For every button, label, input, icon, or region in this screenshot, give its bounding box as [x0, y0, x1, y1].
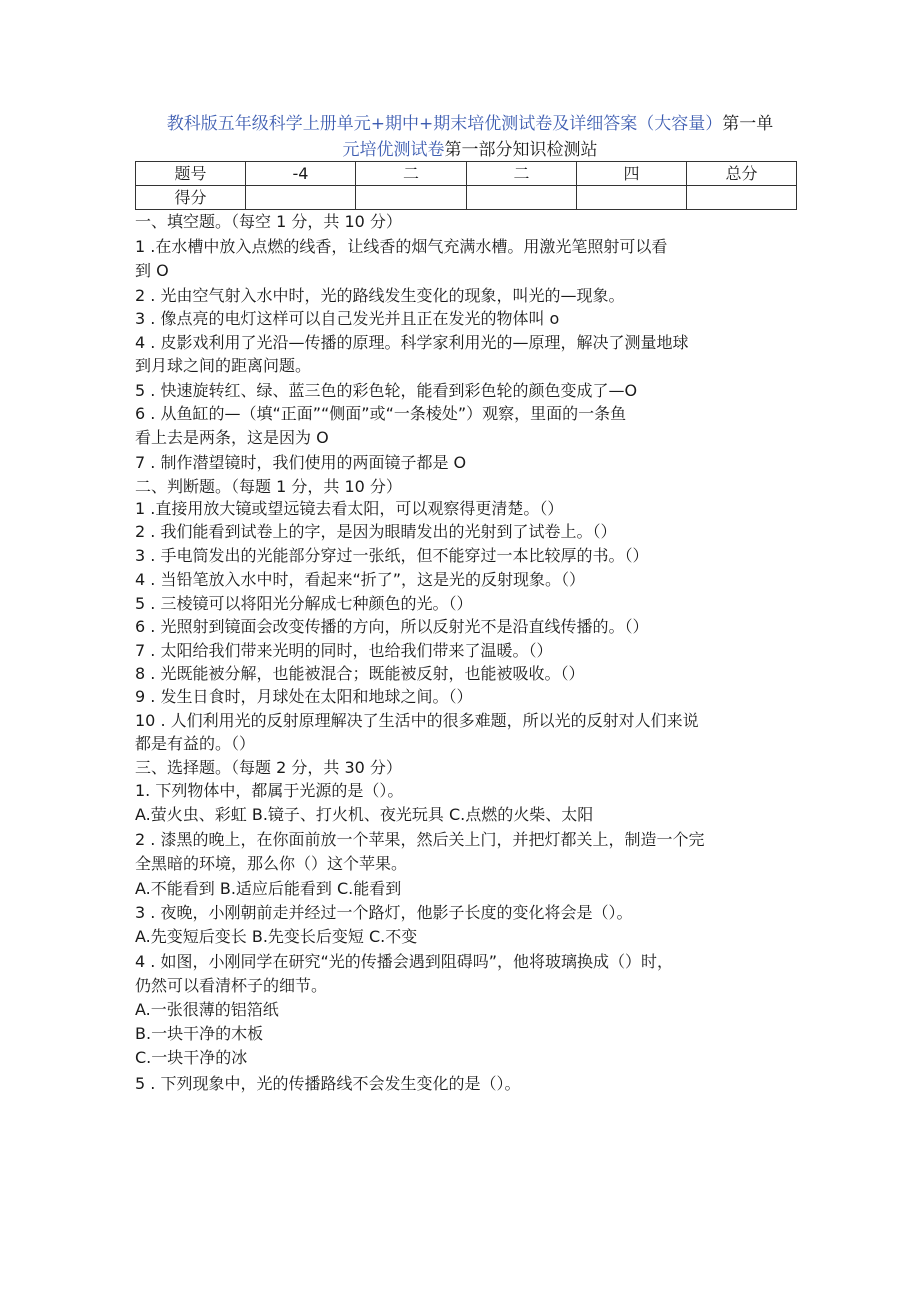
title-black-text-2: 第一部分知识检测站 — [444, 140, 598, 160]
section-heading: 一、填空题。（每空 1 分，共 10 分） — [135, 212, 402, 231]
question-line: A.萤火虫、彩虹 B.镜子、打火机、夜光玩具 C.点燃的火柴、太阳 — [135, 805, 594, 824]
score-table-cell: 题号 — [136, 162, 246, 186]
question-line: 3 . 夜晚，小刚朝前走并经过一个路灯，他影子长度的变化将会是（）。 — [135, 903, 633, 922]
question-line: 8 . 光既能被分解，也能被混合；既能被反射，也能被吸收。（） — [135, 664, 585, 683]
question-line: 6 . 光照射到镜面会改变传播的方向，所以反射光不是沿直线传播的。（） — [135, 617, 649, 636]
score-table-cell: -4 — [246, 162, 356, 186]
question-line: 9 . 发生日食时，月球处在太阳和地球之间。（） — [135, 687, 473, 706]
question-line: C.一块干净的冰 — [135, 1048, 248, 1067]
question-line: 全黑暗的环境，那么你（）这个苹果。 — [135, 854, 408, 873]
score-table-cell: 二 — [467, 162, 577, 186]
question-line: A.不能看到 B.适应后能看到 C.能看到 — [135, 879, 402, 898]
question-line: 4 . 皮影戏利用了光沿—传播的原理。科学家利用光的—原理，解决了测量地球 — [135, 333, 689, 352]
score-table-cell: 得分 — [136, 186, 246, 210]
score-input-cell[interactable] — [687, 186, 797, 210]
question-line: 2 . 光由空气射入水中时，光的路线发生变化的现象，叫光的—现象。 — [135, 286, 625, 305]
question-line: 6 . 从鱼缸的—（填“正面”“侧面”或“一条棱处”）观察，里面的一条鱼 — [135, 404, 627, 423]
question-line: 都是有益的。（） — [135, 734, 256, 753]
question-line: 3 . 手电筒发出的光能部分穿过一张纸，但不能穿过一本比较厚的书。（） — [135, 546, 649, 565]
question-line: 2 . 漆黑的晚上，在你面前放一个苹果，然后关上门，并把灯都关上，制造一个完 — [135, 830, 705, 849]
question-line: B.一块干净的木板 — [135, 1024, 264, 1043]
document-title-line-1 — [120, 112, 820, 136]
score-table-score-row — [136, 186, 797, 210]
question-line: 7 . 太阳给我们带来光明的同时，也给我们带来了温暖。（） — [135, 641, 553, 660]
score-input-cell[interactable] — [246, 186, 356, 210]
question-line: 到 O — [135, 261, 169, 280]
title-blue-text-2: 元培优测试卷 — [342, 140, 445, 160]
score-table-cell: 二 — [356, 162, 467, 186]
question-line: A.先变短后变长 B.先变长后变短 C.不变 — [135, 927, 418, 946]
question-line: 4 . 当铅笔放入水中时，看起来“折了”，这是光的反射现象。（） — [135, 570, 586, 589]
question-line: 5 . 快速旋转红、绿、蓝三色的彩色轮，能看到彩色轮的颜色变成了—O — [135, 381, 638, 400]
document-title-line-2 — [120, 138, 820, 162]
section-heading: 三、选择题。（每题 2 分，共 30 分） — [135, 758, 402, 777]
title-blue-text-1: 教科版五年级科学上册单元+期中+期末培优测试卷及详细答案（大容量） — [166, 114, 723, 134]
score-input-cell[interactable] — [467, 186, 577, 210]
question-line: 10 . 人们利用光的反射原理解决了生活中的很多难题，所以光的反射对人们来说 — [135, 711, 699, 730]
question-line: 到月球之间的距离问题。 — [135, 356, 312, 375]
question-line: 仍然可以看清杯子的细节。 — [135, 976, 328, 995]
score-table-cell: 总分 — [687, 162, 797, 186]
section-heading: 二、判断题。（每题 1 分，共 10 分） — [135, 477, 402, 496]
score-table-cell: 四 — [577, 162, 687, 186]
question-line: 5 . 下列现象中，光的传播路线不会发生变化的是（）。 — [135, 1074, 521, 1093]
question-line: 5 . 三棱镜可以将阳光分解成七种颜色的光。（） — [135, 594, 473, 613]
score-input-cell[interactable] — [577, 186, 687, 210]
question-line: 2 . 我们能看到试卷上的字，是因为眼睛发出的光射到了试卷上。（） — [135, 522, 617, 541]
question-line: A.一张很薄的铝箔纸 — [135, 1000, 279, 1019]
question-line: 4 . 如图，小刚同学在研究“光的传播会遇到阻碍吗”，他将玻璃换成（）时， — [135, 952, 674, 971]
title-black-text-1: 第一单 — [722, 114, 774, 134]
score-input-cell[interactable] — [356, 186, 467, 210]
score-table — [135, 161, 797, 210]
question-line: 1. 下列物体中，都属于光源的是（）。 — [135, 781, 404, 800]
question-line: 1 .直接用放大镜或望远镜去看太阳，可以观察得更清楚。（） — [135, 499, 564, 518]
question-line: 1 .在水槽中放入点燃的线香，让线香的烟气充满水槽。用激光笔照射可以看 — [135, 237, 668, 256]
score-table-header-row — [136, 162, 797, 186]
question-line: 看上去是两条，这是因为 O — [135, 428, 329, 447]
question-line: 3 . 像点亮的电灯这样可以自己发光并且正在发光的物体叫 o — [135, 309, 560, 328]
question-line: 7 . 制作潜望镜时，我们使用的两面镜子都是 O — [135, 453, 467, 472]
